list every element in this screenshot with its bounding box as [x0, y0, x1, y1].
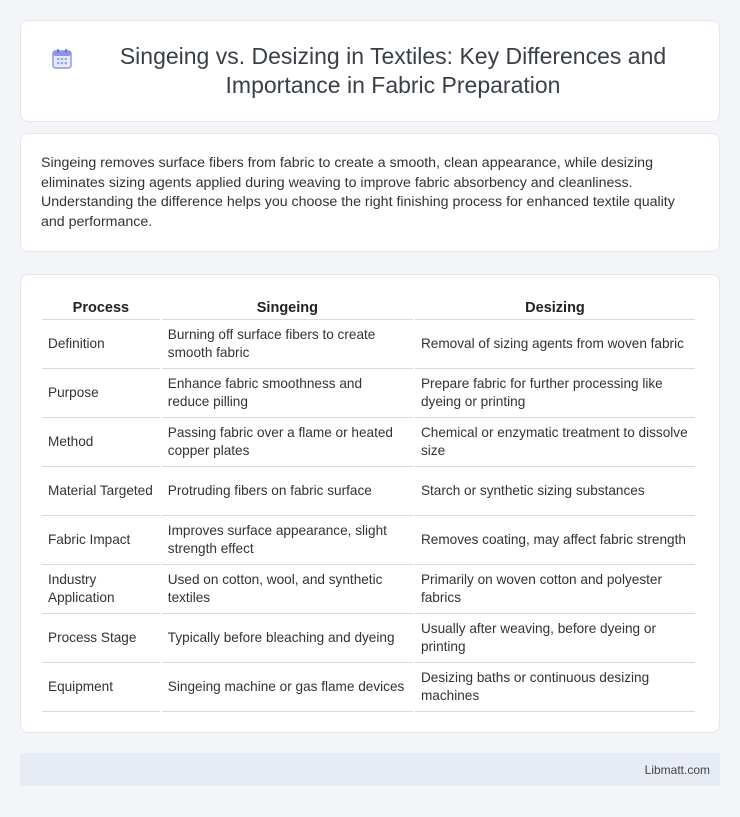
intro-card	[20, 133, 720, 252]
table-row	[42, 418, 695, 467]
footer-site-link[interactable]: Libmatt.com	[644, 762, 710, 777]
row-label: Method	[42, 418, 160, 467]
desizing-cell: Removes coating, may affect fabric strength	[415, 516, 695, 565]
table-header-row	[42, 295, 695, 320]
header-desizing: Desizing	[415, 295, 695, 320]
header-process: Process	[42, 295, 160, 320]
intro-text: Singeing removes surface fibers from fabric to create a smooth, clean appearance, while desizing eliminates sizing agents applied during weaving to improve fabric absorbency and cleanliness. Understanding the difference helps you choose the right finishing process for enhanced textile quality and performance.	[41, 155, 675, 230]
row-label: Fabric Impact	[42, 516, 160, 565]
desizing-cell: Chemical or enzymatic treatment to dissolve size	[415, 418, 695, 467]
desizing-cell: Usually after weaving, before dyeing or printing	[415, 614, 695, 663]
table-row	[42, 663, 695, 712]
singeing-cell: Improves surface appearance, slight strength effect	[162, 516, 413, 565]
page-title: Singeing vs. Desizing in Textiles: Key Differences and Importance in Fabric Preparation	[119, 43, 667, 98]
comparison-table	[40, 295, 697, 712]
header-inner	[50, 42, 690, 100]
singeing-cell: Protruding fibers on fabric surface	[162, 467, 413, 516]
singeing-cell: Burning off surface fibers to create smooth fabric	[162, 320, 413, 369]
desizing-cell: Removal of sizing agents from woven fabric	[415, 320, 695, 369]
singeing-cell: Enhance fabric smoothness and reduce pilling	[162, 369, 413, 418]
table-row	[42, 467, 695, 516]
footer	[20, 753, 720, 786]
row-label: Industry Application	[42, 565, 160, 614]
calendar-icon	[50, 47, 74, 71]
header-card	[20, 20, 720, 122]
comparison-table-card	[20, 274, 720, 733]
row-label: Purpose	[42, 369, 160, 418]
header-singeing: Singeing	[162, 295, 413, 320]
desizing-cell: Prepare fabric for further processing like dyeing or printing	[415, 369, 695, 418]
table-row	[42, 565, 695, 614]
row-label: Definition	[42, 320, 160, 369]
row-label: Process Stage	[42, 614, 160, 663]
table-row	[42, 320, 695, 369]
table-row	[42, 614, 695, 663]
row-label: Equipment	[42, 663, 160, 712]
singeing-cell: Typically before bleaching and dyeing	[162, 614, 413, 663]
row-label: Material Targeted	[42, 467, 160, 516]
table-row	[42, 369, 695, 418]
singeing-cell: Used on cotton, wool, and synthetic textiles	[162, 565, 413, 614]
desizing-cell: Desizing baths or continuous desizing machines	[415, 663, 695, 712]
desizing-cell: Primarily on woven cotton and polyester fabrics	[415, 565, 695, 614]
singeing-cell: Passing fabric over a flame or heated copper plates	[162, 418, 413, 467]
singeing-cell: Singeing machine or gas flame devices	[162, 663, 413, 712]
table-row	[42, 516, 695, 565]
desizing-cell: Starch or synthetic sizing substances	[415, 467, 695, 516]
